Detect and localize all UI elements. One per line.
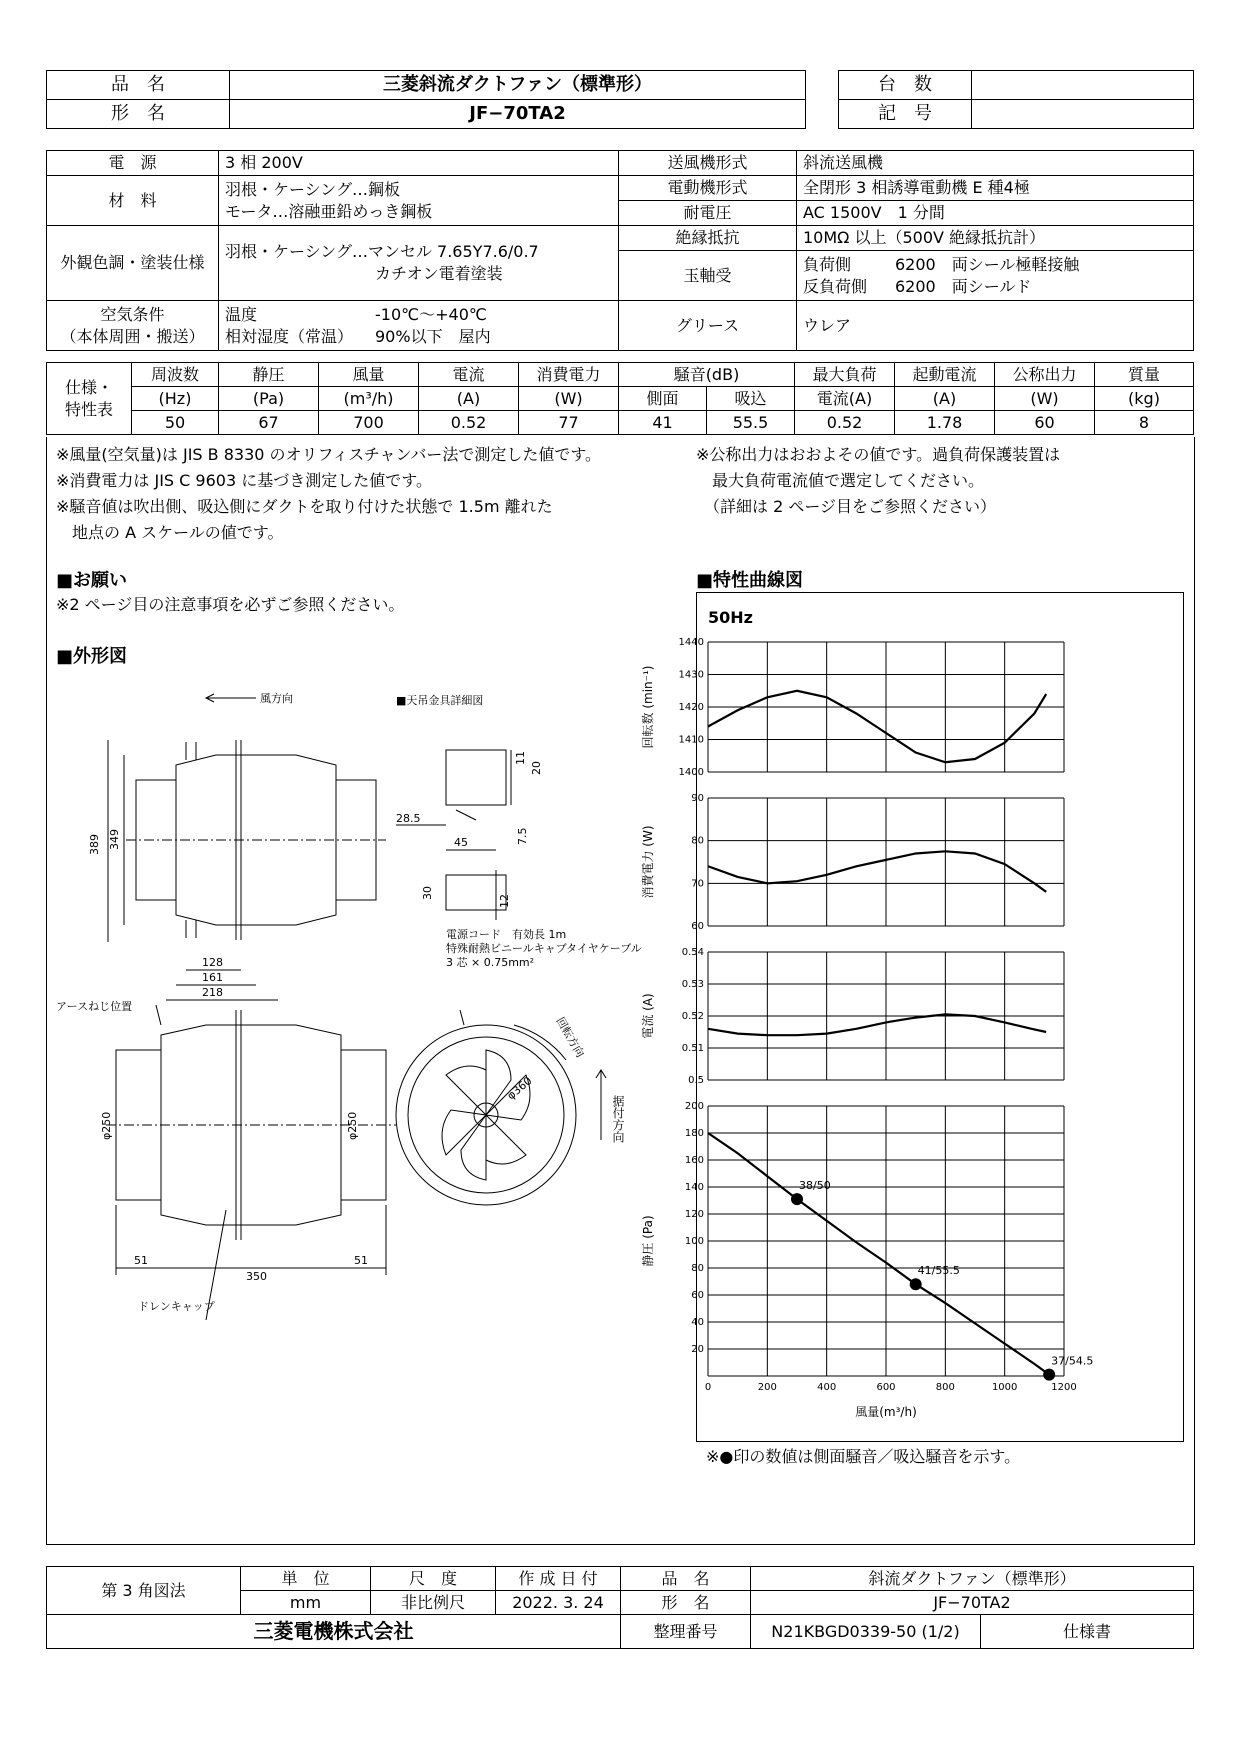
cord-line1: 電源コード 有効長 1m <box>446 928 567 941</box>
y-tick-label: 80 <box>691 1263 704 1274</box>
dim-label: 161 <box>202 971 223 984</box>
qty-label: 台 数 <box>839 71 972 100</box>
dim-label: 7.5 <box>516 827 529 845</box>
perf-row-label-1: 仕様・ <box>64 377 113 397</box>
outline-title: ■外形図 <box>56 646 128 667</box>
perf-unit: (W) <box>519 387 619 411</box>
y-tick-label: 40 <box>691 1317 704 1328</box>
note-line: ※騒音値は吹出側、吸込側にダクトを取り付けた状態で 1.5m 離れた <box>56 497 553 516</box>
y-axis-label: 静圧 (Pa) <box>641 1215 655 1267</box>
y-axis-label: 回転数 (min⁻¹) <box>641 665 655 749</box>
air-label <box>47 301 219 351</box>
perf-value: 55.5 <box>707 411 795 435</box>
outline-drawing <box>56 680 686 1313</box>
perf-value: 1.78 <box>895 411 995 435</box>
dim-label: φ250 <box>100 1111 113 1140</box>
y-tick-label: 140 <box>684 1182 704 1193</box>
series-line <box>708 1133 1049 1375</box>
note-line: 最大負荷電流値で選定してください。 <box>696 471 985 490</box>
unit-value: mm <box>241 1591 371 1615</box>
y-axis-label: 消費電力 (W) <box>641 825 655 899</box>
perf-header: 電流 <box>419 363 519 387</box>
air-temp-value: -10℃～+40℃ <box>375 304 487 324</box>
series-line <box>708 1014 1046 1035</box>
install-label: 据付方向 <box>611 1095 625 1143</box>
bearing-label: 玉軸受 <box>619 251 797 301</box>
note-line: （詳細は 2 ページ目をご参照ください） <box>696 497 997 516</box>
perf-unit: (Pa) <box>219 387 319 411</box>
series-line <box>708 851 1046 892</box>
motor-label: 電動機形式 <box>619 176 797 201</box>
mark-label: 記 号 <box>839 100 972 129</box>
request-title: ■お願い <box>56 570 128 591</box>
projection-label: 第 3 角図法 <box>47 1567 241 1615</box>
insul-value: 10MΩ 以上（500V 絶縁抵抗計） <box>797 226 1194 251</box>
fan-type-label: 送風機形式 <box>619 151 797 176</box>
y-axis-label: 電流 (A) <box>641 993 655 1039</box>
y-tick-label: 0.5 <box>688 1075 704 1086</box>
install-direction-label <box>611 1094 625 1143</box>
bearing-spec2: 6200 両シールド <box>895 276 1032 296</box>
perf-unit: (W) <box>995 387 1095 411</box>
y-tick-label: 60 <box>691 1290 704 1301</box>
rotation-label: 回転方向 <box>553 1015 587 1060</box>
mark-value <box>972 100 1194 129</box>
x-tick-label: 1000 <box>991 1382 1018 1393</box>
ref-label: 整理番号 <box>621 1615 751 1649</box>
x-axis-label: 風量(m³/h) <box>855 1405 917 1419</box>
perf-value: 700 <box>319 411 419 435</box>
perf-header: 公称出力 <box>995 363 1095 387</box>
material-line2: モータ…溶融亜鉛めっき鋼板 <box>225 201 433 221</box>
perf-unit: (A) <box>895 387 995 411</box>
footer-model-label: 形 名 <box>621 1591 751 1615</box>
bracket-title: ■天吊金具詳細図 <box>396 694 484 707</box>
air-label-line1: 空気条件 <box>100 304 165 324</box>
perf-header: 起動電流 <box>895 363 995 387</box>
material-value <box>219 176 619 226</box>
air-label-line2: （本体周囲・搬送） <box>60 326 205 346</box>
y-tick-label: 160 <box>684 1155 704 1166</box>
curve-chart <box>641 592 1182 1440</box>
bearing-value <box>797 251 1194 301</box>
power-value: 3 相 200V <box>219 151 619 176</box>
dim-label: 128 <box>202 956 223 969</box>
fan-type-value: 斜流送風機 <box>797 151 1194 176</box>
y-tick-label: 0.52 <box>681 1011 704 1022</box>
cord-line3: 3 芯 × 0.75mm² <box>446 956 535 969</box>
x-tick-label: 600 <box>876 1382 896 1393</box>
y-tick-label: 90 <box>691 793 704 804</box>
dim-label: 28.5 <box>396 812 421 825</box>
air-temp-label: 温度 <box>225 304 258 324</box>
data-point-marker <box>791 1193 803 1205</box>
perf-unit: (Hz) <box>132 387 219 411</box>
grease-label: グリース <box>619 301 797 351</box>
name-label: 品 名 <box>47 71 230 100</box>
curve-title: ■特性曲線図 <box>696 570 804 591</box>
y-tick-label: 180 <box>684 1128 704 1139</box>
power-label: 電 源 <box>47 151 219 176</box>
perf-header: 質量 <box>1095 363 1194 387</box>
data-point-label: 37/54.5 <box>1051 1354 1094 1368</box>
x-tick-label: 800 <box>935 1382 955 1393</box>
cord-line2: 特殊耐熱ビニールキャブタイヤケーブル <box>446 942 642 955</box>
scale-value: 非比例尺 <box>371 1591 496 1615</box>
y-tick-label: 120 <box>684 1209 704 1220</box>
dim-label: 350 <box>246 1270 267 1283</box>
perf-unit: (m³/h) <box>319 387 419 411</box>
dim-label: 30 <box>421 886 434 900</box>
perf-value: 77 <box>519 411 619 435</box>
y-tick-label: 0.54 <box>681 947 704 958</box>
air-humid-label: 相対湿度（常温） <box>225 326 354 346</box>
footer-name-value: 斜流ダクトファン（標準形） <box>751 1567 1194 1591</box>
insul-label: 絶縁抵抗 <box>619 226 797 251</box>
y-tick-label: 1420 <box>678 702 704 713</box>
air-value <box>219 301 619 351</box>
x-tick-label: 0 <box>704 1382 712 1393</box>
finish-line1: 羽根・ケーシング…マンセル 7.65Y7.6/0.7 <box>225 242 539 262</box>
y-tick-label: 60 <box>691 921 704 932</box>
dim-label: φ360 <box>504 1074 535 1103</box>
dim-label: φ250 <box>346 1111 359 1140</box>
data-point-marker <box>910 1278 922 1290</box>
bearing-spec1: 6200 両シール極軽接触 <box>895 254 1080 274</box>
notes-right <box>696 442 1176 520</box>
footer-name-label: 品 名 <box>621 1567 751 1591</box>
notes-left <box>56 442 696 546</box>
doc-type: 仕様書 <box>981 1615 1194 1649</box>
quantity-block <box>838 70 1194 129</box>
perf-unit: 吸込 <box>707 387 795 411</box>
perf-table <box>46 362 1194 435</box>
dim-label: 389 <box>88 834 101 855</box>
motor-value: 全閉形 3 相誘導電動機 E 種4極 <box>797 176 1194 201</box>
perf-header: 静圧 <box>219 363 319 387</box>
perf-unit: 側面 <box>619 387 707 411</box>
drain-label: ドレンキャップ <box>138 1300 215 1313</box>
qty-value <box>972 71 1194 100</box>
dim-label: 11 <box>514 751 527 765</box>
date-label: 作 成 日 付 <box>496 1567 621 1591</box>
x-tick-label: 400 <box>817 1382 837 1393</box>
perf-row-label-2: 特性表 <box>64 399 113 419</box>
perf-unit: (kg) <box>1095 387 1194 411</box>
finish-line2: カチオン電着塗装 <box>375 264 503 283</box>
perf-value: 50 <box>132 411 219 435</box>
footer-model-value: JF−70TA2 <box>751 1591 1194 1615</box>
dim-label: 51 <box>134 1254 148 1267</box>
voltage-value: AC 1500V 1 分間 <box>797 201 1194 226</box>
curve-freq: 50Hz <box>708 608 753 627</box>
perf-value: 0.52 <box>419 411 519 435</box>
air-humid-value: 90%以下 屋内 <box>375 326 491 346</box>
scale-label: 尺 度 <box>371 1567 496 1591</box>
perf-value: 67 <box>219 411 319 435</box>
dim-label: 218 <box>202 986 223 999</box>
grease-value: ウレア <box>797 301 1194 351</box>
perf-unit: (A) <box>419 387 519 411</box>
ref-value: N21KBGD0339-50 (1/2) <box>751 1615 981 1649</box>
note-line: ※風量(空気量)は JIS B 8330 のオリフィスチャンバー法で測定した値です。 <box>56 445 602 464</box>
y-tick-label: 100 <box>684 1236 704 1247</box>
company-name: 三菱電機株式会社 <box>47 1615 621 1649</box>
model-name: JF−70TA2 <box>230 100 806 129</box>
finish-value <box>219 226 619 301</box>
perf-value: 41 <box>619 411 707 435</box>
perf-header: 消費電力 <box>519 363 619 387</box>
dim-label: 20 <box>530 761 543 775</box>
perf-header: 風量 <box>319 363 419 387</box>
wind-dir-label: 風方向 <box>260 692 293 705</box>
bearing-side2: 反負荷側 <box>803 276 868 296</box>
curve-footnote: ※●印の数値は側面騒音／吸込騒音を示す。 <box>706 1447 1021 1466</box>
x-tick-label: 200 <box>757 1382 777 1393</box>
perf-row-label <box>47 363 132 435</box>
y-tick-label: 0.53 <box>681 979 704 990</box>
perf-value: 60 <box>995 411 1095 435</box>
y-tick-label: 80 <box>691 835 704 847</box>
data-point-label: 41/55.5 <box>917 1264 960 1278</box>
perf-unit: 電流(A) <box>795 387 895 411</box>
footer-table <box>46 1566 1194 1649</box>
data-point-marker <box>1043 1369 1055 1381</box>
y-tick-label: 200 <box>684 1101 704 1112</box>
unit-label: 単 位 <box>241 1567 371 1591</box>
y-tick-label: 1430 <box>678 669 704 681</box>
y-tick-label: 70 <box>691 878 704 890</box>
dim-label: 349 <box>108 829 121 850</box>
earth-label: アースねじ位置 <box>56 1000 133 1013</box>
title-block <box>46 70 806 129</box>
date-value: 2022. 3. 24 <box>496 1591 621 1615</box>
y-tick-label: 1400 <box>678 767 704 778</box>
y-tick-label: 0.51 <box>681 1043 704 1054</box>
bearing-side1: 負荷側 <box>803 254 852 274</box>
y-tick-label: 1440 <box>678 637 704 648</box>
series-line <box>708 691 1046 763</box>
y-tick-label: 20 <box>691 1344 704 1355</box>
note-line: 地点の A スケールの値です。 <box>56 523 284 542</box>
note-line: ※公称出力はおおよその値です。過負荷保護装置は <box>696 445 1061 464</box>
dim-label: 51 <box>354 1254 368 1267</box>
dim-label: 12 <box>498 894 511 908</box>
data-point-label: 38/50 <box>799 1179 831 1193</box>
perf-header: 最大負荷 <box>795 363 895 387</box>
y-tick-label: 1410 <box>678 734 704 746</box>
material-label: 材 料 <box>47 176 219 226</box>
finish-label: 外観色調・塗装仕様 <box>47 226 219 301</box>
perf-header: 騒音(dB) <box>619 363 795 387</box>
x-tick-label: 1200 <box>1051 1382 1077 1393</box>
dim-label: 45 <box>454 836 468 849</box>
spec-table <box>46 150 1194 351</box>
perf-value: 8 <box>1095 411 1194 435</box>
voltage-label: 耐電圧 <box>619 201 797 226</box>
note-line: ※消費電力は JIS C 9603 に基づき測定した値です。 <box>56 471 432 490</box>
product-name: 三菱斜流ダクトファン（標準形） <box>230 71 806 100</box>
material-line1: 羽根・ケーシング…鋼板 <box>225 179 400 199</box>
request-text: ※2 ページ目の注意事項を必ずご参照ください。 <box>56 595 405 614</box>
perf-value: 0.52 <box>795 411 895 435</box>
perf-header: 周波数 <box>132 363 219 387</box>
model-label: 形 名 <box>47 100 230 129</box>
